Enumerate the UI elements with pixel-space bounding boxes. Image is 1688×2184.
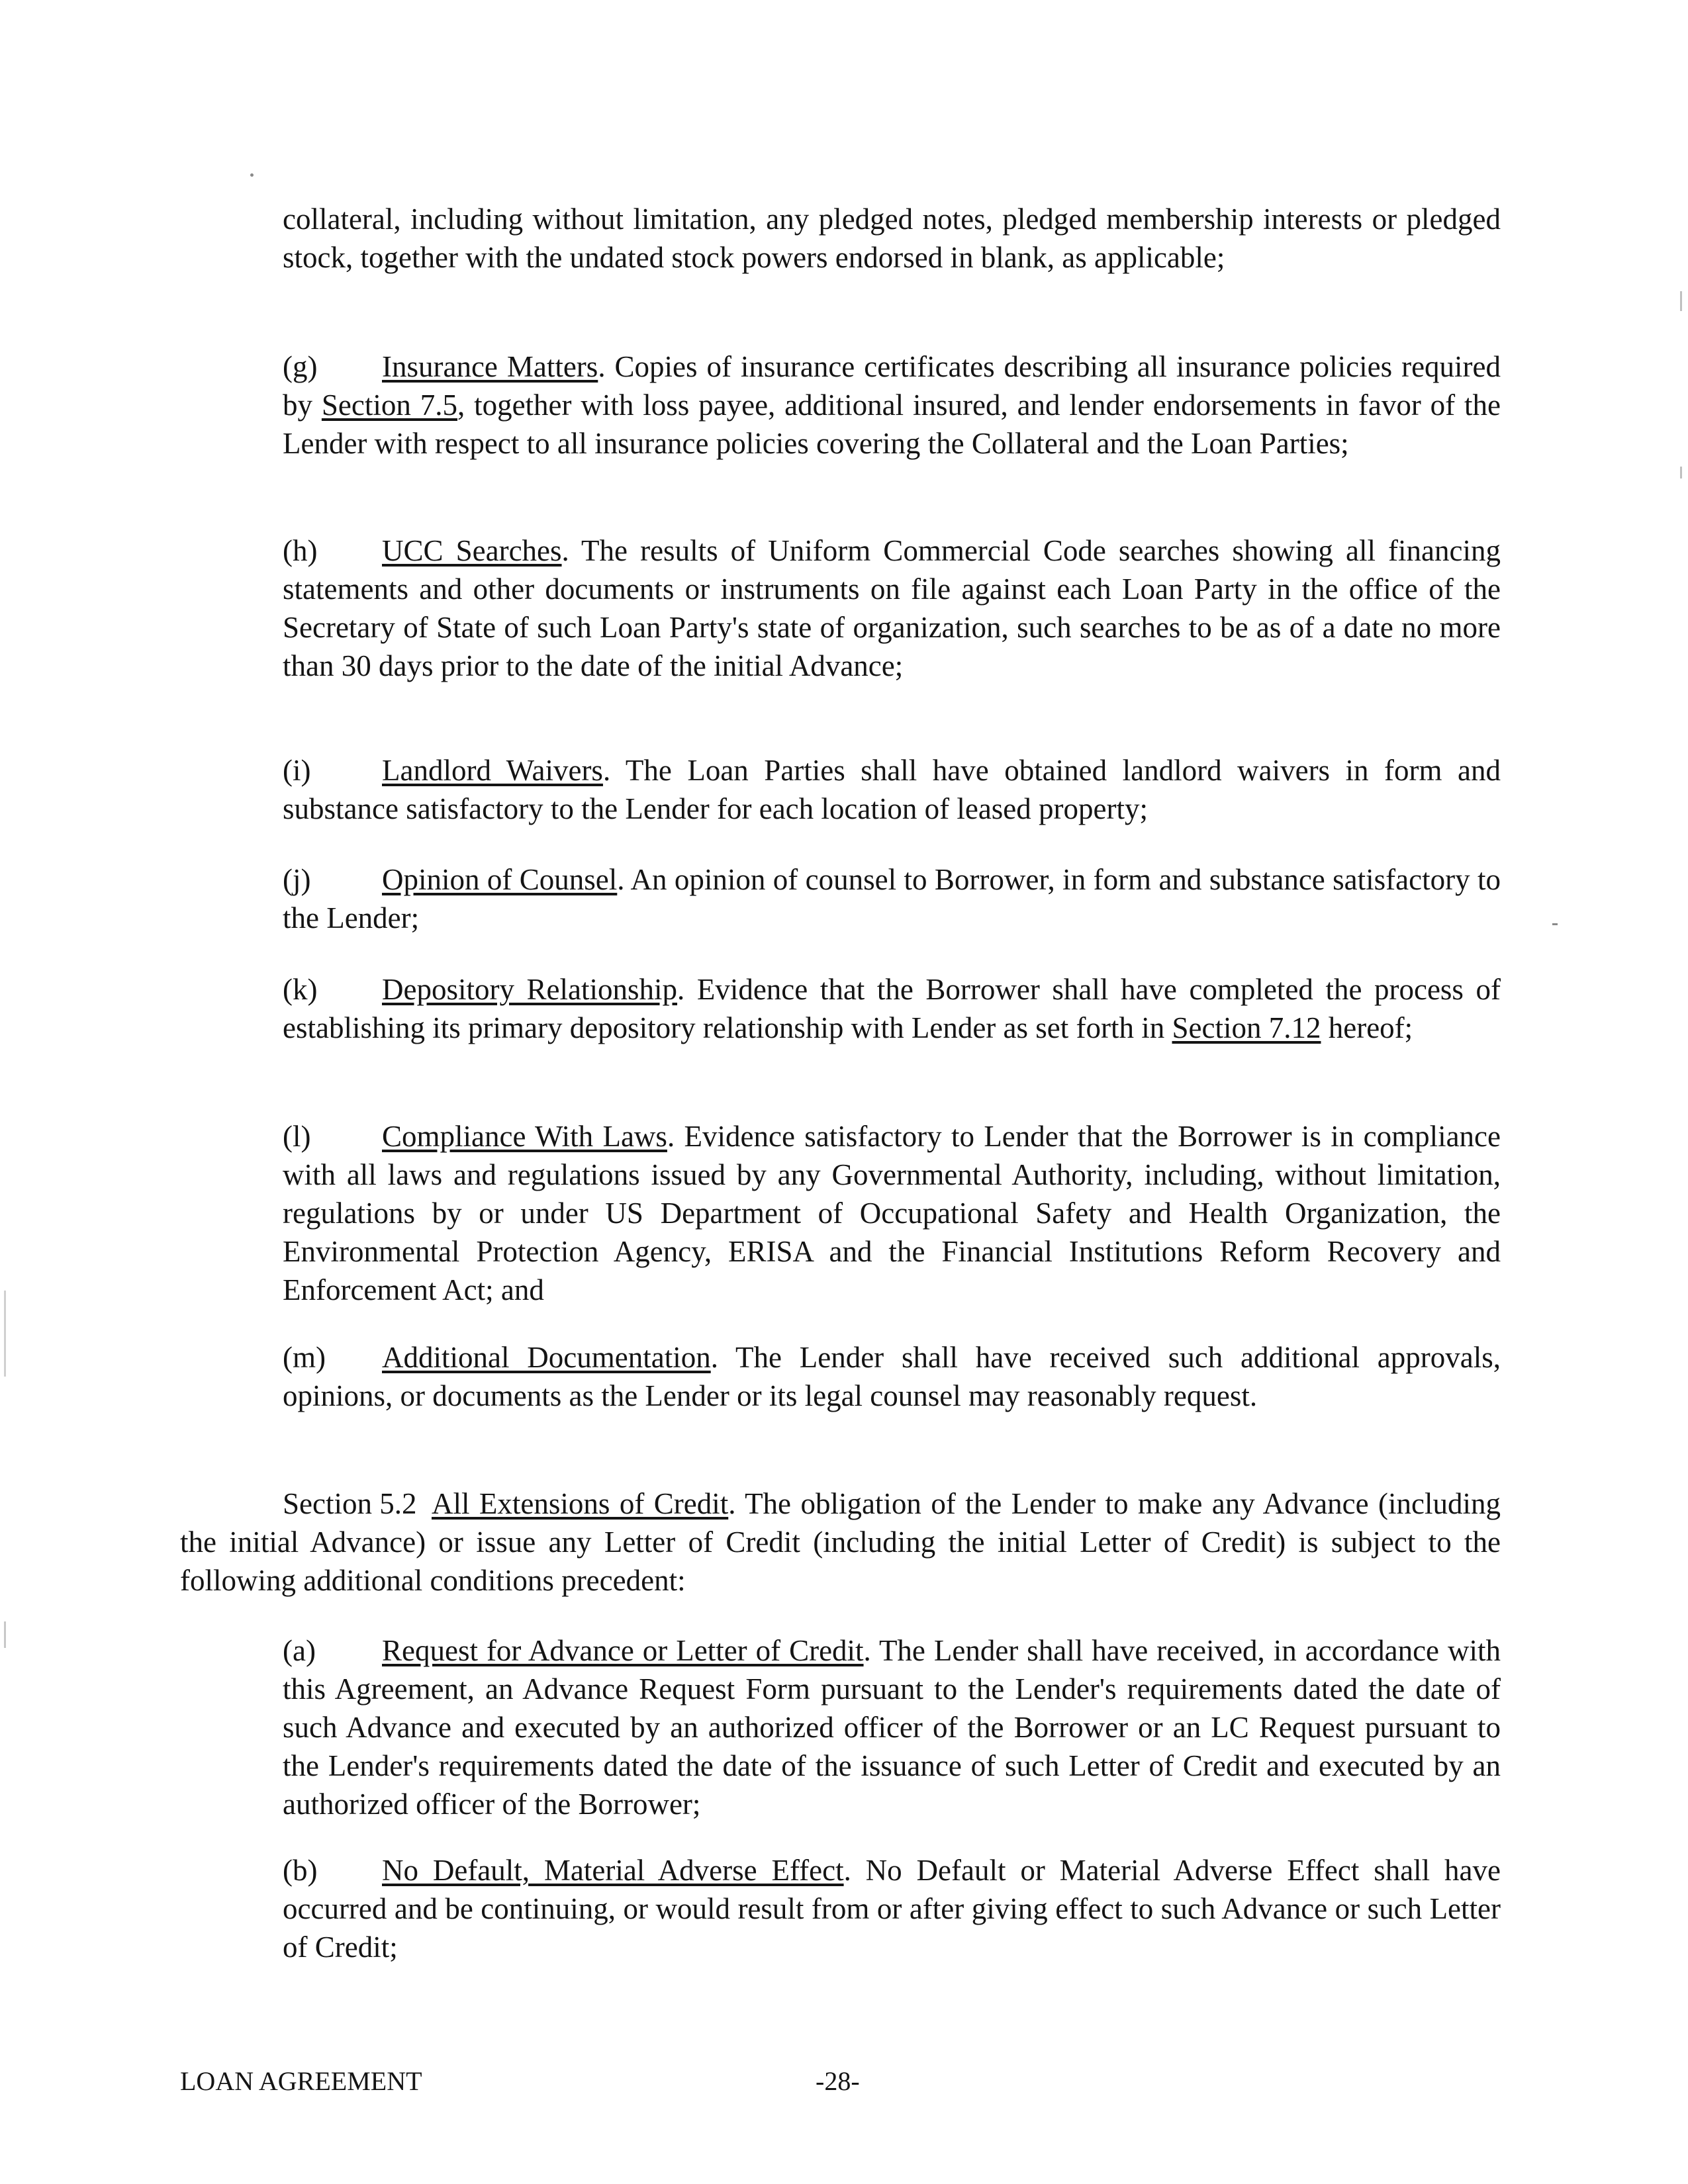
item-k <box>283 970 1501 1047</box>
scan-speck <box>1552 923 1558 925</box>
footer-page-number: -28- <box>816 2066 860 2096</box>
item-heading: Compliance With Laws <box>382 1120 667 1153</box>
item-text: , together with loss payee, additional insured, and lender endorsements in favor of the Lender with respect to all insurance policies covering the Collateral and the Loan Parties; <box>283 388 1501 460</box>
item-number: (k) <box>283 973 318 1006</box>
item-number: (j) <box>283 863 311 896</box>
item-heading: UCC Searches <box>382 534 562 567</box>
item-text: . An opinion of counsel to Borrower, in form and substance satisfactory to the Lender; <box>283 863 1501 934</box>
item-number: (m) <box>283 1341 326 1374</box>
item-number: (b) <box>283 1854 318 1887</box>
item-text: . The Lender shall have received such additional approvals, opinions, or documents as the Lender or its legal counsel may reasonably request. <box>283 1341 1501 1412</box>
item-heading: Landlord Waivers <box>382 754 603 787</box>
item-text: . Evidence that the Borrower shall have completed the process of establishing its primary depository relationship with Lender as set forth in <box>283 973 1501 1044</box>
item-number: (a) <box>283 1634 316 1667</box>
item-heading: Additional Documentation <box>382 1341 711 1374</box>
item-a <box>283 1631 1501 1823</box>
item-heading: Insurance Matters <box>382 350 598 383</box>
scan-speck <box>4 1621 6 1648</box>
item-j <box>283 860 1501 937</box>
item-number: (i) <box>283 754 311 787</box>
item-text: . Copies of insurance certificates describing all insurance policies required by <box>283 350 1501 422</box>
scan-speck <box>1680 291 1682 311</box>
item-text: . The results of Uniform Commercial Code searches showing all financing statements and other documents or instruments on file against each Loan Party in the office of the Secretary of State of such Loan Party's state of organization, such searches to be as of a date no more than 30 days prior to the date of the initial Advance; <box>283 534 1501 682</box>
continuation-paragraph: collateral, including without limitation, any pledged notes, pledged membership interests or pledged stock, together with the undated stock powers endorsed in blank, as applicable; <box>283 203 1501 274</box>
section-reference-link[interactable]: Section 7.12 <box>1172 1011 1321 1044</box>
item-number: (h) <box>283 534 318 567</box>
item-text: . The Loan Parties shall have obtained landlord waivers in form and substance satisfactory to the Lender for each location of leased property; <box>283 754 1501 825</box>
item-m <box>283 1338 1501 1415</box>
item-heading: Opinion of Counsel <box>382 863 618 896</box>
item-number: (l) <box>283 1120 311 1153</box>
scan-speck <box>4 1291 6 1377</box>
section-5-2 <box>180 1484 1501 1600</box>
item-text: . No Default or Material Adverse Effect shall have occurred and be continuing, or would result from or after giving effect to such Advance or such Letter of Credit; <box>283 1854 1501 1964</box>
item-text: hereof; <box>1321 1011 1413 1044</box>
item-l <box>283 1117 1501 1309</box>
item-g <box>283 347 1501 463</box>
item-heading: Depository Relationship <box>382 973 678 1006</box>
section-text: . The obligation of the Lender to make any Advance (including the initial Advance) or issue any Letter of Credit (including the initial Letter of Credit) is subject to the following additional conditions precedent: <box>180 1487 1501 1597</box>
section-heading: All Extensions of Credit <box>432 1487 729 1520</box>
footer-document-title: LOAN AGREEMENT <box>180 2066 422 2096</box>
scan-speck <box>1680 467 1682 478</box>
item-heading: Request for Advance or Letter of Credit <box>382 1634 864 1667</box>
item-text: . Evidence satisfactory to Lender that the Borrower is in compliance with all laws and regulations issued by any Governmental Authority, including, without limitation, regulations by or under US Department of Occupational Safety and Health Organization, the Environmental Protection Agency, ERISA and the Financial Institutions Reform Recovery and Enforcement Act; and <box>283 1120 1501 1306</box>
section-label: Section 5.2 <box>283 1487 417 1520</box>
item-b <box>283 1851 1501 1966</box>
scan-speck <box>250 173 254 177</box>
section-reference-link[interactable]: Section 7.5 <box>321 388 457 422</box>
item-text: . The Lender shall have received, in accordance with this Agreement, an Advance Request Form pursuant to the Lender's requirements dated the date of such Advance and executed by an authorized officer of the Borrower or an LC Request pursuant to the Lender's requirements dated the date of the issuance of such Letter of Credit and executed by an authorized officer of the Borrower; <box>283 1634 1501 1821</box>
item-number: (g) <box>283 350 318 383</box>
item-heading: No Default, Material Adverse Effect <box>382 1854 844 1887</box>
item-h <box>283 531 1501 685</box>
item-i <box>283 751 1501 828</box>
